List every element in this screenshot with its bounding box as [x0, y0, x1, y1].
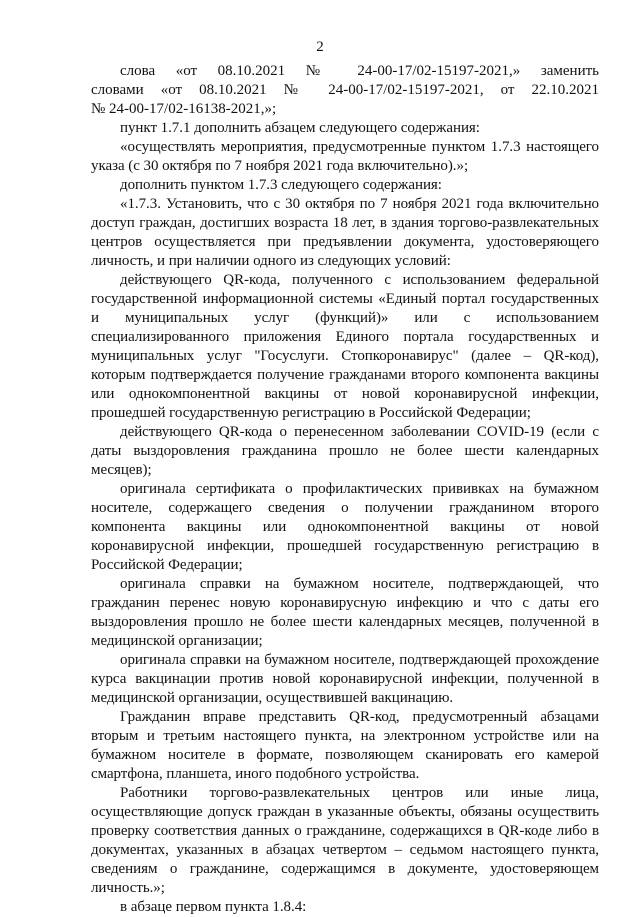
paragraph-qr-vaccination: действующего QR-кода, полученного с использованием федеральной государственной информационной системы «Единый портал государственных и муниципальных услуг (функций)» или с использованием специализированного приложения Единого портала государственных и муниципальных услуг "Госуслуги. Стопкоронавирус" (далее – QR-код), которым подтверждается получение гражданами второго компонента вакцины или однокомпонентной вакцины от новой коронавирусной инфекции, прошедшей государственную регистрацию в Российской Федерации; [91, 272, 599, 421]
paragraph-new-clause-text: «осуществлять мероприятия, предусмотренные пунктом 1.7.3 настоящего указа (с 30 октября по 7 ноября 2021 года включительно).»; [91, 139, 599, 174]
document-body [91, 62, 599, 917]
intro-line-3: № 24-00-17/02-16138-2021,»; [91, 101, 277, 117]
intro-line-2: словами «от 08.10.2021 № 24-00-17/02-15197-2021, от 22.10.2021 [91, 82, 599, 98]
paragraph-qr-presentation: Гражданин вправе представить QR-код, предусмотренный абзацами вторым и третьим настоящего пункта, на электронном устройстве или на бумажном носителе в формате, позволяющем сканировать его камерой смартфона, планшета, иного подобного устройства. [91, 709, 599, 782]
paragraph-1-7-3-main: «1.7.3. Установить, что с 30 октября по 7 ноября 2021 года включительно доступ граждан, достигших возраста 18 лет, в здания торгово-развлекательных центров осуществляется при предъявлении документа, удостоверяющего личность, и при наличии одного из следующих условий: [91, 196, 599, 269]
intro-line-1: слова «от 08.10.2021 № 24-00-17/02-15197-2021,» заменить [120, 63, 599, 79]
paragraph-vaccination-certificate: оригинала справки на бумажном носителе, подтверждающей прохождение курса вакцинации против новой коронавирусной инфекции, полученной в медицинской организации, осуществившей вакцинацию. [91, 652, 599, 706]
paragraph-add-1-7-3: дополнить пунктом 1.7.3 следующего содержания: [120, 177, 442, 193]
paragraph-1-8-4: в абзаце первом пункта 1.8.4: [120, 899, 307, 915]
paragraph-qr-covid: действующего QR-кода о перенесенном заболевании COVID-19 (если с даты выздоровления гражданина прошло не более шести календарных месяцев); [91, 424, 599, 478]
paragraph-recovery-certificate: оригинала справки на бумажном носителе, подтверждающей, что гражданин перенес новую коронавирусную инфекцию и что с даты его выздоровления прошло не более шести календарных месяцев, полученной в медицинской организации; [91, 576, 599, 649]
paragraph-paper-certificate: оригинала сертификата о профилактических прививках на бумажном носителе, содержащего сведения о получении гражданином второго компонента вакцины или однокомпонентной вакцины от новой коронавирусной инфекции, прошедшей государственную регистрацию в Российской Федерации; [91, 481, 599, 573]
paragraph-staff-check: Работники торгово-развлекательных центров или иные лица, осуществляющие допуск граждан в указанные объекты, обязаны осуществить проверку соответствия данных о гражданине, содержащихся в QR-коде либо в документах, указанных в абзацах четвертом – седьмом настоящего пункта, сведениям о гражданине, содержащимся в документе, удостоверяющем личность.»; [91, 785, 599, 896]
paragraph-amend-1-7-1: пункт 1.7.1 дополнить абзацем следующего содержания: [120, 120, 480, 136]
page-number: 2 [316, 39, 324, 55]
